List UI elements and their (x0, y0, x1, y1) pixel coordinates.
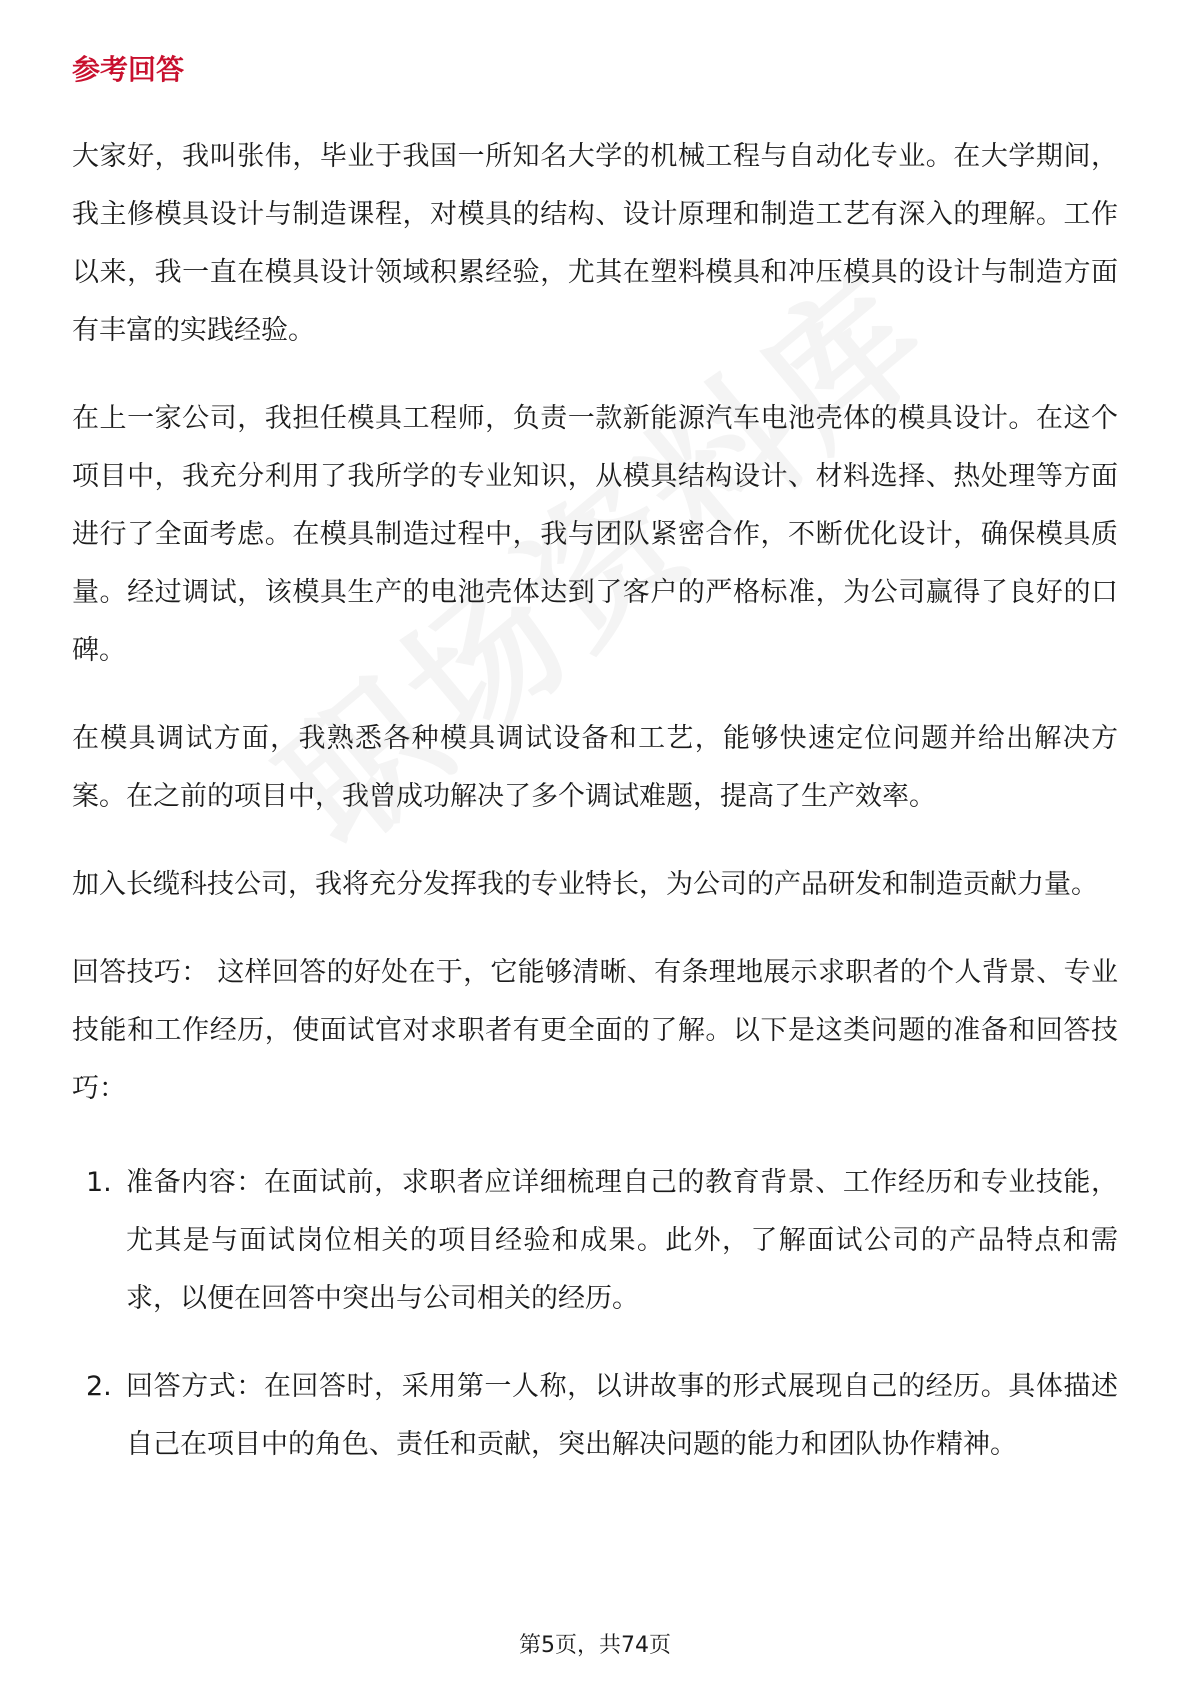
answer-paragraph-1: 大家好，我叫张伟，毕业于我国一所知名大学的机械工程与自动化专业。在大学期间，我主修模具设计与制造课程，对模具的结构、设计原理和制造工艺有深入的理解。工作以来，我一直在模具设计领域积累经验，尤其在塑料模具和冲压模具的设计与制造方面有丰富的实践经验。 (72, 141, 1118, 346)
section-title: 参考回答 (72, 53, 185, 86)
answer-paragraph-2: 在上一家公司，我担任模具工程师，负责一款新能源汽车电池壳体的模具设计。在这个项目中，我充分利用了我所学的专业知识，从模具结构设计、材料选择、热处理等方面进行了全面考虑。在模具制造过程中，我与团队紧密合作，不断优化设计，确保模具质量。经过调试，该模具生产的电池壳体达到了客户的严格标准，为公司赢得了良好的口碑。 (72, 403, 1118, 666)
answer-paragraph-4: 加入长缆科技公司，我将充分发挥我的专业特长，为公司的产品研发和制造贡献力量。 (72, 869, 1098, 900)
tip-item-1 (72, 1154, 1118, 1328)
page-footer: 第5页，共74页 (519, 1633, 671, 1658)
tip-number: 1. (86, 1167, 112, 1198)
tips-intro: 回答技巧： 这样回答的好处在于，它能够清晰、有条理地展示求职者的个人背景、专业技能和工作经历，使面试官对求职者有更全面的了解。以下是这类问题的准备和回答技巧： (72, 957, 1118, 1104)
tip-item-2 (72, 1358, 1118, 1474)
tip-text: 准备内容：在面试前，求职者应详细梳理自己的教育背景、工作经历和专业技能，尤其是与面试岗位相关的项目经验和成果。此外，了解面试公司的产品特点和需求，以便在回答中突出与公司相关的经历。 (126, 1167, 1118, 1314)
tip-number: 2. (86, 1371, 112, 1402)
answer-paragraph-3: 在模具调试方面，我熟悉各种模具调试设备和工艺，能够快速定位问题并给出解决方案。在之前的项目中，我曾成功解决了多个调试难题，提高了生产效率。 (72, 723, 1118, 812)
tips-list (72, 1154, 1118, 1474)
page-content (72, 48, 1118, 1504)
tip-text: 回答方式：在回答时，采用第一人称，以讲故事的形式展现自己的经历。具体描述自己在项目中的角色、责任和贡献，突出解决问题的能力和团队协作精神。 (126, 1371, 1118, 1460)
